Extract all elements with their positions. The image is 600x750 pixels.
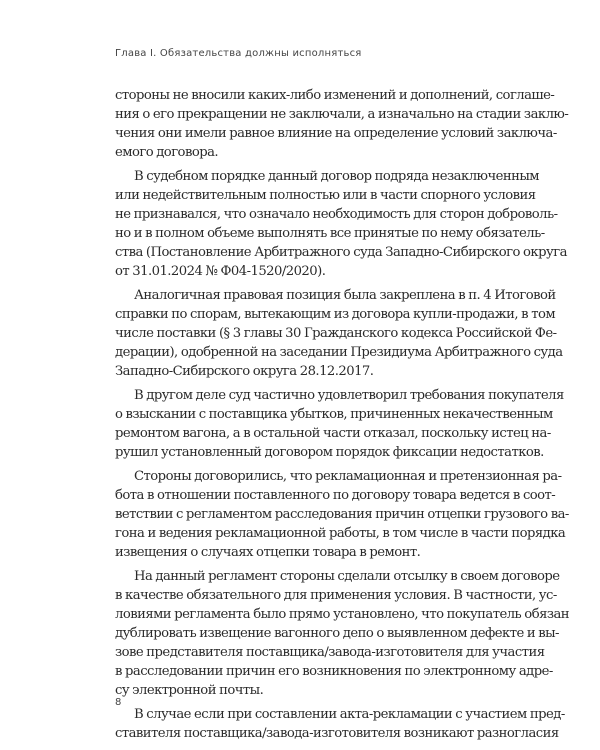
text-line: рушил установленный договором порядок фиксации недостатков. — [115, 445, 544, 460]
text-line: числе поставки (§ 3 главы 30 Гражданского кодекса Российской Фе- — [115, 326, 557, 341]
text-line: дерации), одобренной на заседании Президиума Арбитражного суда — [115, 345, 563, 360]
text-line: от 31.01.2024 № Ф04-1520/2020). — [115, 264, 326, 279]
text-line: ремонтом вагона, а в остальной части отказал, поскольку истец на- — [115, 426, 551, 441]
text-line: су электронной почты. — [115, 683, 264, 698]
text-line: Стороны договорились, что рекламационная и претензионная ра- — [134, 469, 562, 484]
paragraph — [115, 467, 569, 562]
text-line: емого договора. — [115, 145, 219, 160]
text-line: извещения о случаях отцепки товара в ремонт. — [115, 545, 421, 560]
body-text — [115, 86, 570, 748]
paragraph — [115, 705, 565, 743]
text-line: ловиями регламента было прямо установлено, что покупатель обязан — [115, 607, 570, 622]
text-line: о взыскании с поставщика убытков, причиненных некачественным — [115, 407, 553, 422]
text-line: в качестве обязательного для применения условия. В частности, ус- — [115, 588, 557, 603]
text-line: В случае если при составлении акта-рекламации с участием пред- — [134, 707, 565, 722]
text-line: ства (Постановление Арбитражного суда Западно-Сибирского округа — [115, 245, 567, 260]
text-line: чения они имели равное влияние на определение условий заключа- — [115, 126, 557, 141]
paragraph — [115, 167, 567, 281]
paragraph — [115, 86, 569, 162]
text-line: дублировать извещение вагонного депо о выявленном дефекте и вы- — [115, 626, 559, 641]
paragraph — [115, 386, 564, 462]
text-line: На данный регламент стороны сделали отсылку в своем договоре — [134, 569, 560, 584]
text-line: гона и ведения рекламационной работы, в том числе в части порядка — [115, 526, 566, 541]
text-line: ставителя поставщика/завода-изготовителя возникают разногласия — [115, 726, 559, 741]
paragraph — [115, 567, 570, 700]
text-line: бота в отношении поставленного по договору товара ведется в соот- — [115, 488, 556, 503]
text-line: В другом деле суд частично удовлетворил требования покупателя — [134, 388, 564, 403]
text-line: не признавался, что означало необходимость для сторон доброволь- — [115, 207, 558, 222]
paragraph — [115, 286, 563, 381]
text-line: зове представителя поставщика/завода-изготовителя для участия — [115, 645, 545, 660]
text-line: справки по спорам, вытекающим из договора купли-продажи, в том — [115, 307, 556, 322]
text-line: Аналогичная правовая позиция была закреплена в п. 4 Итоговой — [134, 288, 556, 303]
text-line: ветствии с регламентом расследования причин отцепки грузового ва- — [115, 507, 569, 522]
page-number: 8 — [115, 697, 122, 708]
text-line: В судебном порядке данный договор подряда незаключенным — [134, 169, 540, 184]
running-header: Глава I. Обязательства должны исполняться — [115, 48, 362, 59]
text-line: в расследовании причин его возникновения по электронному адре- — [115, 664, 553, 679]
text-line: стороны не вносили каких-либо изменений и дополнений, соглаше- — [115, 88, 555, 103]
text-line: Западно-Сибирского округа 28.12.2017. — [115, 364, 374, 379]
text-line: но и в полном объеме выполнять все принятые по нему обязатель- — [115, 226, 545, 241]
text-line: ния о его прекращении не заключали, а изначально на стадии заклю- — [115, 107, 569, 122]
text-line: или недействительным полностью или в части спорного условия — [115, 188, 536, 203]
